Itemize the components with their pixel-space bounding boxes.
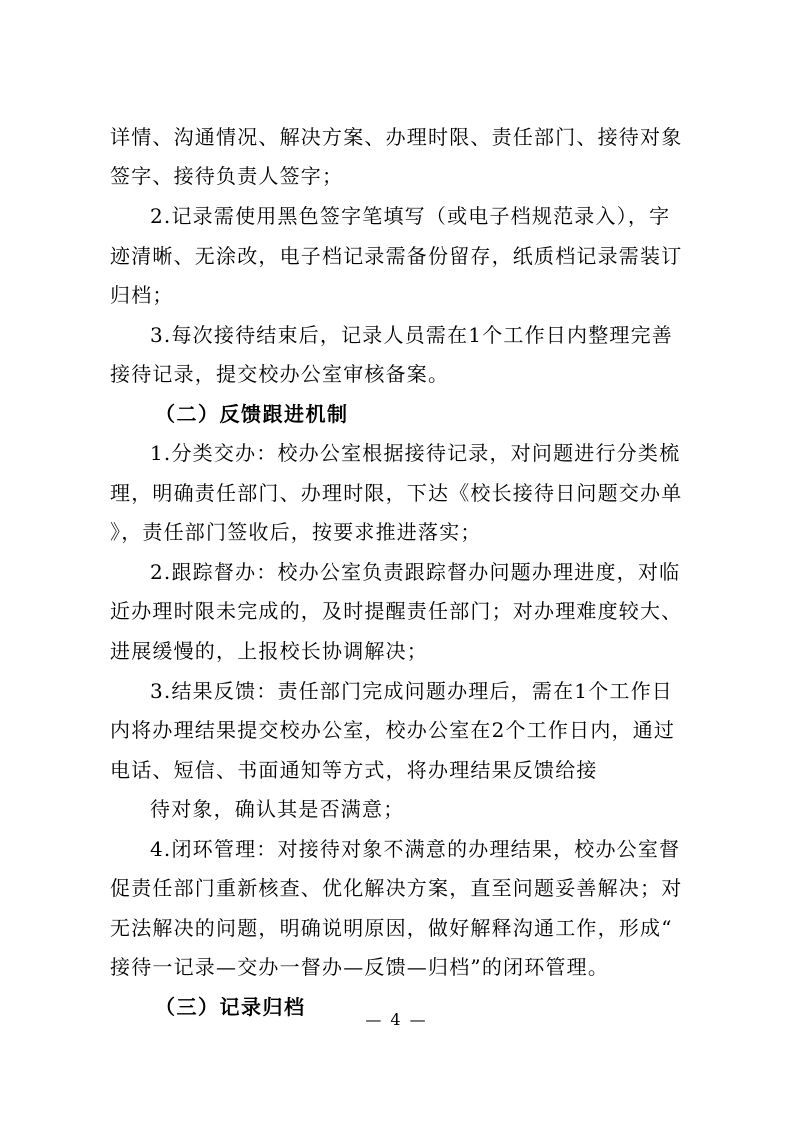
body-text-line: 促责任部门重新核查、优化解决方案，直至问题妥善解决；对 [110,876,683,900]
body-text-line: 理，明确责任部门、办理时限，下达《校长接待日问题交办单 [110,481,683,505]
body-text-line: 详情、沟通情况、解决方案、办理时限、责任部门、接待对象 [110,125,683,149]
body-text-line: 签字、接待负责人签字； [110,164,344,188]
page-number: — 4 — [365,1010,428,1029]
body-text-line: 2.记录需使用黑色签字笔填写（或电子档规范录入），字 [150,204,671,228]
body-text-line: 4.闭环管理：对接待对象不满意的办理结果，校办公室督 [150,837,681,861]
body-text-line: 1.分类交办：校办公室根据接待记录，对问题进行分类梳 [150,441,681,465]
body-text-line: 内将办理结果提交校办公室，校办公室在2个工作日内，通过 [110,718,676,742]
section-heading: （二）反馈跟进机制 [155,402,349,426]
body-text-line: 无法解决的问题，明确说明原因，做好解释沟通工作，形成“ [110,916,673,940]
body-text-line: 迹清晰、无涂改，电子档记录需备份留存，纸质档记录需装订 [110,244,683,268]
body-text-line: 3.每次接待结束后，记录人员需在1个工作日内整理完善 [150,323,674,347]
body-text-line: 2.跟踪督办：校办公室负责跟踪督办问题办理进度，对临 [150,560,681,584]
section-heading: （三）记录归档 [155,995,306,1019]
body-text-line: 归档； [110,283,174,307]
body-text-line: 接待记录，提交校办公室审核备案。 [110,362,450,386]
body-text-line: 待对象，确认其是否满意； [150,797,405,821]
body-text-line: 接待一记录—交办一督办—反馈—归档”的闭环管理。 [110,955,610,979]
body-text-line: 近办理时限未完成的，及时提醒责任部门；对办理难度较大、 [110,599,683,623]
body-text-line: 电话、短信、书面通知等方式，将办理结果反馈给接 [110,758,598,782]
body-text-line: 》，责任部门签收后，按要求推进落实； [110,520,482,544]
body-text-line: 进展缓慢的，上报校长协调解决； [110,639,428,663]
body-text-line: 3.结果反馈：责任部门完成问题办理后，需在1个工作日 [150,679,674,703]
